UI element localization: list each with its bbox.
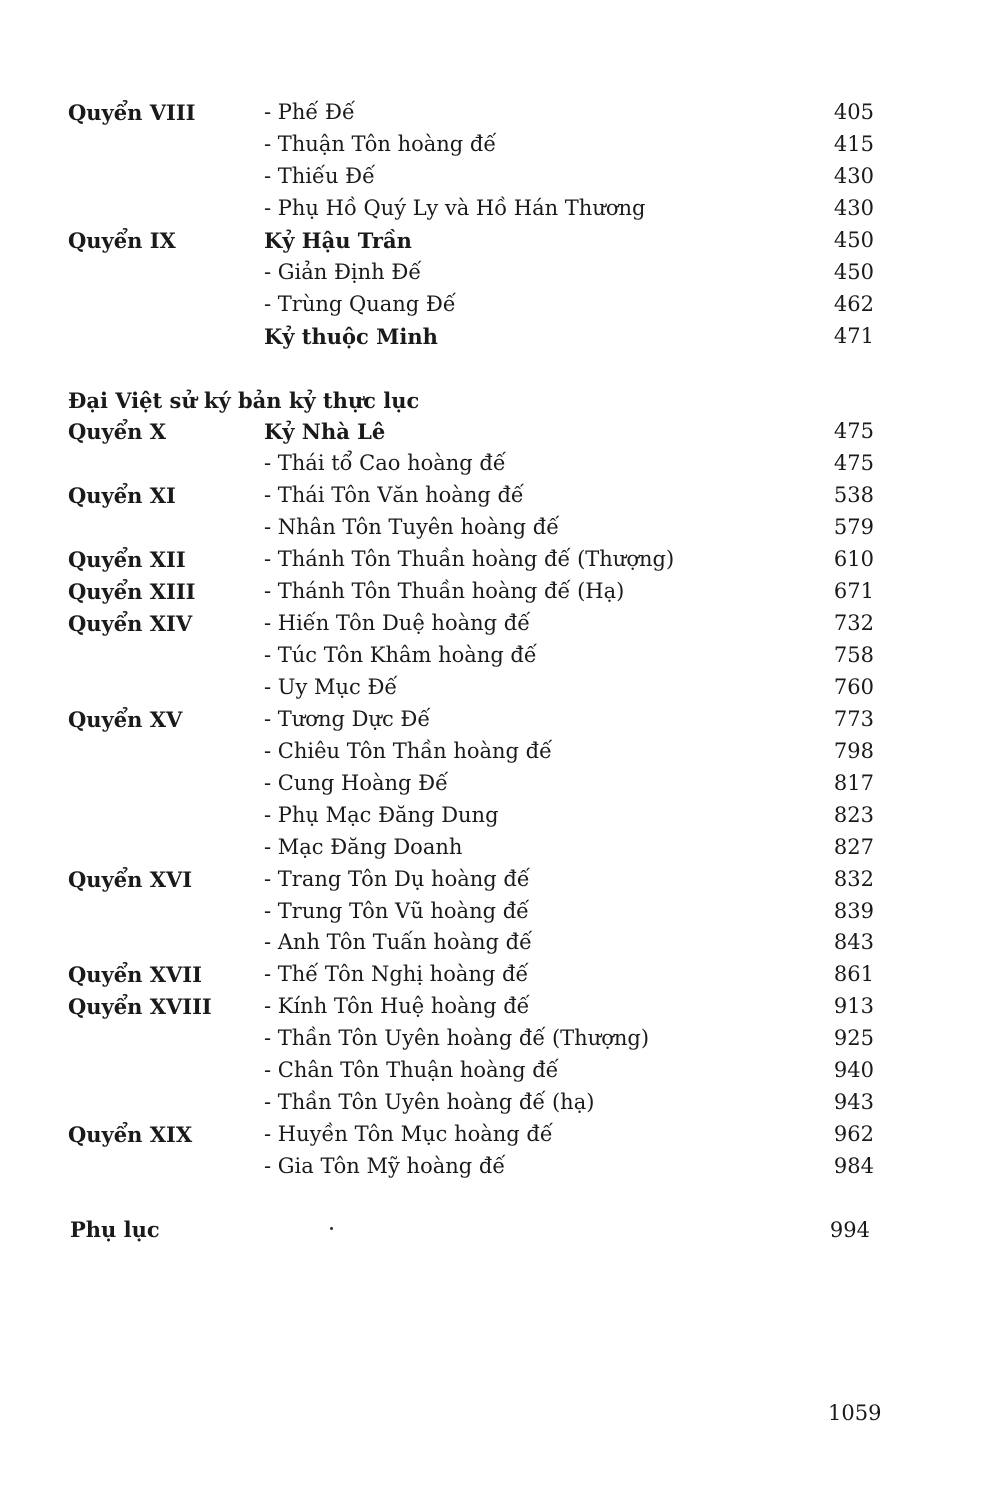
entry-page: 462 bbox=[833, 291, 874, 316]
toc-entry bbox=[68, 640, 874, 672]
toc-entry bbox=[68, 927, 874, 959]
entry-page: 415 bbox=[833, 131, 874, 156]
toc-entry bbox=[68, 1119, 874, 1151]
toc-entry bbox=[68, 672, 874, 704]
entry-page: 405 bbox=[833, 100, 874, 124]
toc-entry bbox=[68, 1055, 874, 1087]
entry-page: 538 bbox=[833, 483, 874, 508]
entry-title: - Chân Tôn Thuận hoàng đế bbox=[264, 1058, 559, 1083]
entry-page: 773 bbox=[833, 706, 874, 731]
toc-entry bbox=[68, 959, 874, 991]
entry-page: 925 bbox=[833, 1026, 874, 1051]
toc-group-2 bbox=[68, 416, 874, 1183]
appendix-page: 994 bbox=[829, 1217, 870, 1242]
toc-entry bbox=[68, 1023, 874, 1055]
entry-title: - Nhân Tôn Tuyên hoàng đế bbox=[264, 515, 560, 540]
toc-entry bbox=[68, 576, 874, 608]
entry-page: 760 bbox=[833, 674, 874, 699]
entry-page: 450 bbox=[833, 259, 874, 284]
entry-title: - Thần Tôn Uyên hoàng đế (hạ) bbox=[264, 1090, 595, 1115]
entry-page: 839 bbox=[833, 898, 874, 923]
volume-label: Quyển X bbox=[68, 419, 166, 445]
entry-title: - Uy Mục Đế bbox=[264, 674, 398, 699]
volume-label: Quyển XVIII bbox=[68, 994, 212, 1020]
entry-title: - Thái tổ Cao hoàng đế bbox=[264, 451, 506, 476]
toc-entry bbox=[68, 225, 874, 257]
entry-page: 827 bbox=[833, 834, 874, 859]
volume-label: Quyển IX bbox=[68, 227, 176, 253]
entry-page: 610 bbox=[833, 547, 874, 572]
toc-entry bbox=[68, 193, 874, 225]
stray-dot bbox=[330, 1227, 333, 1230]
entry-page: 913 bbox=[833, 994, 874, 1019]
toc-entry bbox=[68, 97, 874, 129]
toc-entry bbox=[68, 161, 874, 193]
entry-page: 984 bbox=[833, 1154, 874, 1178]
entry-title: - Chiêu Tôn Thần hoàng đế bbox=[264, 738, 553, 763]
volume-label: Quyển XII bbox=[68, 547, 186, 573]
toc-entry bbox=[68, 480, 874, 512]
table-of-contents bbox=[68, 97, 874, 1246]
entry-title: - Phụ Hồ Quý Ly và Hồ Hán Thương bbox=[264, 195, 646, 220]
entry-title: - Cung Hoàng Đế bbox=[264, 770, 448, 795]
entry-page: 430 bbox=[833, 163, 874, 188]
toc-entry bbox=[68, 832, 874, 864]
entry-page: 943 bbox=[833, 1090, 874, 1115]
toc-entry bbox=[68, 512, 874, 544]
entry-page: 475 bbox=[833, 419, 874, 444]
appendix-label: Phụ lục bbox=[70, 1216, 160, 1242]
entry-page: 940 bbox=[833, 1058, 874, 1083]
toc-entry bbox=[68, 1087, 874, 1119]
toc-entry bbox=[68, 896, 874, 928]
toc-entry bbox=[68, 416, 874, 448]
toc-entry bbox=[68, 448, 874, 480]
entry-title: - Thái Tôn Văn hoàng đế bbox=[264, 483, 524, 508]
entry-title: Kỷ Nhà Lê bbox=[264, 419, 386, 445]
volume-label: Quyển XVII bbox=[68, 962, 202, 988]
toc-entry bbox=[68, 1151, 874, 1183]
volume-label: Quyển XIV bbox=[68, 611, 193, 637]
entry-page: 843 bbox=[833, 930, 874, 955]
spacer bbox=[68, 353, 874, 385]
entry-title: - Tương Dực Đế bbox=[264, 706, 431, 731]
volume-label: Quyển XIX bbox=[68, 1122, 193, 1148]
entry-title: - Phụ Mạc Đăng Dung bbox=[264, 802, 499, 827]
entry-title: - Anh Tôn Tuấn hoàng đế bbox=[264, 930, 532, 955]
entry-title: - Huyền Tôn Mục hoàng đế bbox=[264, 1122, 553, 1147]
entry-page: 471 bbox=[833, 323, 874, 348]
entry-title: - Trang Tôn Dụ hoàng đế bbox=[264, 866, 530, 891]
toc-entry bbox=[68, 544, 874, 576]
entry-title: - Kính Tôn Huệ hoàng đế bbox=[264, 994, 530, 1019]
entry-title: - Giản Định Đế bbox=[264, 259, 422, 284]
appendix-entry bbox=[68, 1214, 874, 1246]
volume-label: Quyển VIII bbox=[68, 100, 196, 125]
entry-title: - Mạc Đăng Doanh bbox=[264, 834, 463, 859]
entry-title: - Gia Tôn Mỹ hoàng đế bbox=[264, 1154, 506, 1178]
entry-page: 732 bbox=[833, 611, 874, 636]
entry-page: 430 bbox=[833, 195, 874, 220]
entry-page: 817 bbox=[833, 770, 874, 795]
entry-page: 823 bbox=[833, 802, 874, 827]
toc-entry bbox=[68, 289, 874, 321]
volume-label: Quyển XI bbox=[68, 483, 176, 509]
entry-title: - Hiến Tôn Duệ hoàng đế bbox=[264, 611, 531, 636]
entry-title: - Thiếu Đế bbox=[264, 163, 376, 188]
toc-entry bbox=[68, 736, 874, 768]
entry-title: - Thánh Tôn Thuần hoàng đế (Hạ) bbox=[264, 579, 625, 604]
toc-entry bbox=[68, 704, 874, 736]
toc-entry bbox=[68, 321, 874, 353]
entry-page: 962 bbox=[833, 1122, 874, 1147]
entry-title: Kỷ Hậu Trần bbox=[264, 227, 412, 253]
entry-title: - Thế Tôn Nghị hoàng đế bbox=[264, 962, 529, 987]
entry-title: - Túc Tôn Khâm hoàng đế bbox=[264, 643, 537, 667]
entry-title: - Thần Tôn Uyên hoàng đế (Thượng) bbox=[264, 1026, 650, 1051]
entry-page: 475 bbox=[833, 451, 874, 476]
section-heading: Đại Việt sử ký bản kỷ thực lục bbox=[68, 387, 420, 413]
volume-label: Quyển XVI bbox=[68, 866, 193, 892]
toc-entry bbox=[68, 257, 874, 289]
volume-label: Quyển XV bbox=[68, 706, 183, 732]
toc-entry bbox=[68, 129, 874, 161]
entry-title: - Phế Đế bbox=[264, 100, 355, 124]
entry-page: 758 bbox=[833, 643, 874, 667]
entry-page: 798 bbox=[833, 738, 874, 763]
entry-title: - Thuận Tôn hoàng đế bbox=[264, 131, 497, 156]
entry-title: Kỷ thuộc Minh bbox=[264, 323, 438, 349]
toc-entry bbox=[68, 768, 874, 800]
toc-entry bbox=[68, 608, 874, 640]
entry-page: 832 bbox=[833, 866, 874, 891]
toc-group-1 bbox=[68, 97, 874, 353]
entry-page: 450 bbox=[833, 227, 874, 252]
page-number: 1059 bbox=[828, 1401, 882, 1425]
entry-page: 579 bbox=[833, 515, 874, 540]
entry-title: - Thánh Tôn Thuần hoàng đế (Thượng) bbox=[264, 547, 675, 572]
entry-page: 861 bbox=[833, 962, 874, 987]
toc-entry bbox=[68, 800, 874, 832]
entry-page: 671 bbox=[833, 579, 874, 604]
spacer bbox=[68, 1183, 874, 1214]
entry-title: - Trùng Quang Đế bbox=[264, 291, 456, 316]
toc-entry bbox=[68, 864, 874, 896]
toc-entry bbox=[68, 991, 874, 1023]
volume-label: Quyển XIII bbox=[68, 579, 196, 605]
entry-title: - Trung Tôn Vũ hoàng đế bbox=[264, 898, 530, 923]
